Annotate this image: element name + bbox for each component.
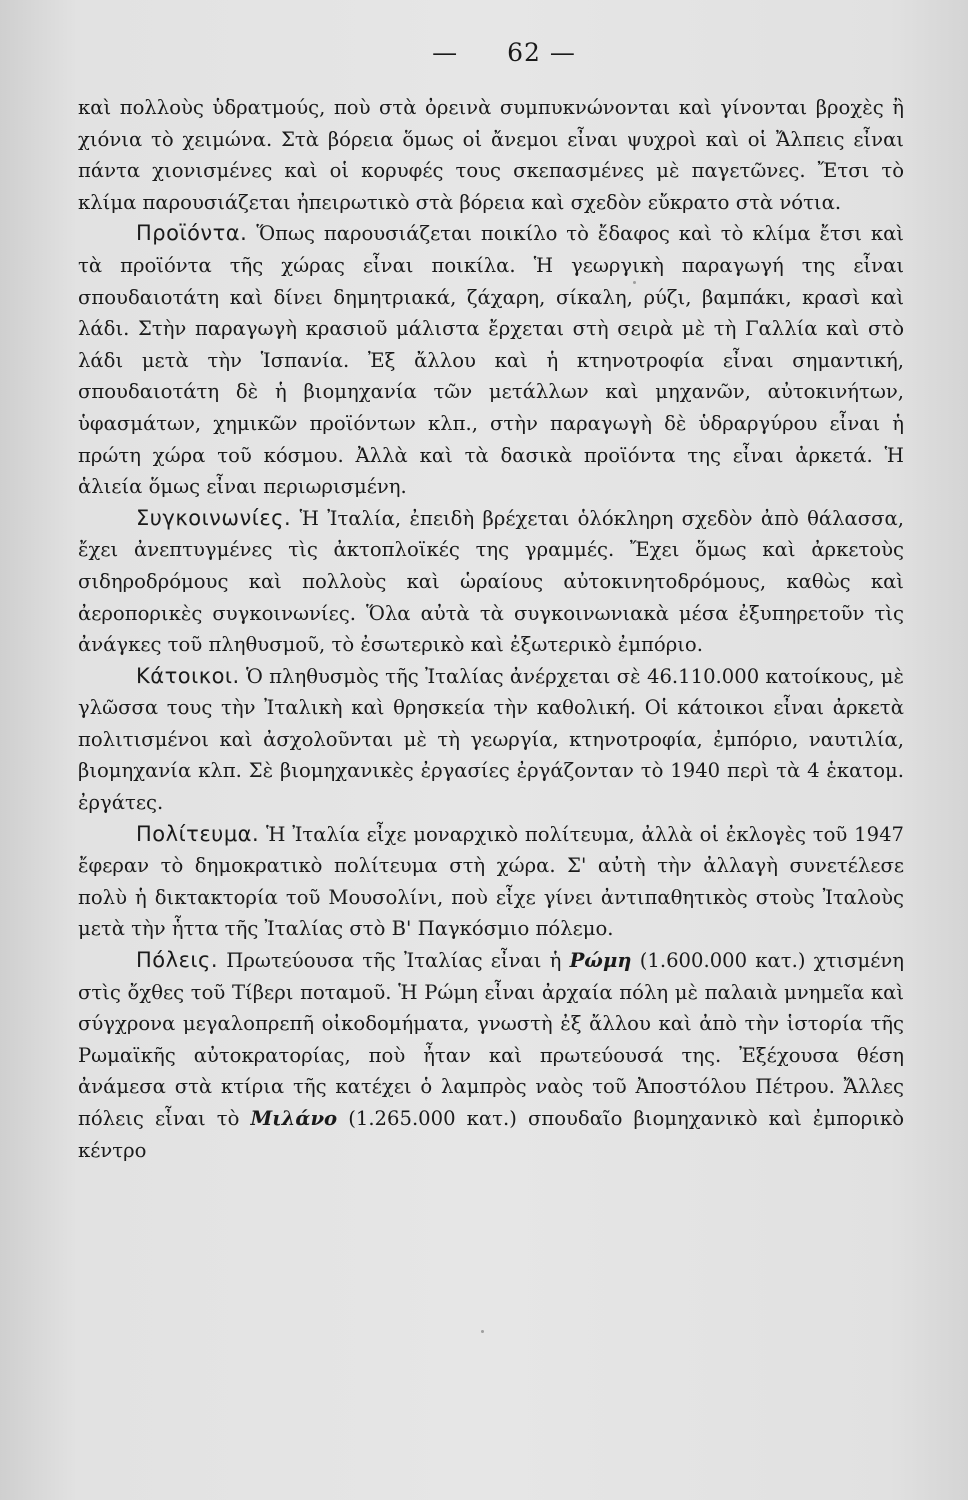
- paragraph-cities-text-3: (1.265.000 κατ.) σπουδαῖο βιομηχανικὸ καὶ ἐμπορικὸ κέντρο: [78, 1107, 905, 1162]
- scan-speck: [481, 1330, 484, 1333]
- paragraph-government-text: Ἡ Ἰταλία εἶχε μοναρχικὸ πολίτευμα, ἀλλὰ οἱ ἐκλογὲς τοῦ 1947 ἔφεραν τὸ δημοκρατικὸ πολίτευμα στὴ χώρα. Σ' αὐτὴ τὴν ἀλλαγὴ συνετέλεσε πολὺ ἡ δικτακτορία τοῦ Μουσολίνι, ποὺ εἶχε γίνει ἀντιπαθητικὸς στοὺς Ἰταλοὺς μετὰ τὴν ἧττα τῆς Ἰταλίας στὸ Β' Παγκόσμιο πόλεμο.: [78, 822, 904, 941]
- page-number: — 62 —: [432, 38, 576, 67]
- heading-communications: Συγκοινωνίες.: [136, 505, 292, 530]
- paragraph-cities-text-2: (1.600.000 κατ.) χτισμένη στὶς ὄχθες τοῦ Τίβερι ποταμοῦ. Ἡ Ρώμη εἶναι ἀρχαία πόλη μὲ παλαιὰ μνημεῖα καὶ σύγχρονα μεγαλοπρεπῆ οἰκοδομήματα, γνωστὴ ἐξ ἄλλου καὶ ἀπὸ τὴν ἱστορία τῆς Ρωμαϊκῆς αὐτοκρατορίας, ποὺ ἦταν καὶ πρωτεύουσά της. Ἐξέχουσα θέση ἀνάμεσα στὰ κτίρια τῆς κατέχει ὁ λαμπρὸς ναὸς τοῦ Ἀποστόλου Πέτρου. Ἄλλες πόλεις εἶναι τὸ: [78, 949, 904, 1130]
- paragraph-products: [78, 218, 904, 502]
- paragraph-climate: [78, 92, 904, 218]
- city-rome: Ρώμη: [569, 949, 632, 973]
- paragraph-government: [78, 819, 904, 945]
- paragraph-communications-text: Ἡ Ἰταλία, ἐπειδὴ βρέχεται ὁλόκληρη σχεδὸν ἀπὸ θάλασσα, ἔχει ἀνεπτυγμένες τὶς ἀκτοπλοϊκές της γραμμές. Ἔχει ὅμως καὶ ἀρκετοὺς σιδηροδρόμους καὶ πολλοὺς καὶ ὡραίους αὐτοκινητοδρόμους, καθὼς καὶ ἀεροπορικὲς συγκοινωνίες. Ὅλα αὐτὰ τὰ συγκοινωνιακὰ μέσα ἐξυπηρετοῦν τὶς ἀνάγκες τοῦ πληθυσμοῦ, τὸ ἐσωτερικὸ καὶ ἐξωτερικὸ ἐμπόριο.: [78, 506, 904, 657]
- paragraph-climate-text: καὶ πολλοὺς ὑδρατμούς, ποὺ στὰ ὀρεινὰ συμπυκνώνονται καὶ γίνονται βροχὲς ἢ χιόνια τὸ χειμώνα. Στὰ βόρεια ὅμως οἱ ἄνεμοι εἶναι ψυχροὶ καὶ οἱ Ἄλπεις εἶναι πάντα χιονισμένες καὶ οἱ κορυφές τους σκεπασμένες μὲ παγετῶνες. Ἔτσι τὸ κλίμα παρουσιάζεται ἠπειρωτικὸ στὰ βόρεια καὶ σχεδὸν εὔκρατο στὰ νότια.: [78, 96, 904, 214]
- heading-government: Πολίτευμα.: [136, 821, 260, 846]
- body-text: [78, 92, 904, 1166]
- scan-speck: [633, 281, 636, 284]
- paragraph-cities-text-1: Πρωτεύουσα τῆς Ἰταλίας εἶναι ἡ: [226, 949, 562, 973]
- paragraph-communications: [78, 503, 904, 661]
- paragraph-inhabitants: [78, 661, 904, 819]
- page-number-value: 62: [507, 38, 541, 67]
- paragraph-products-text: Ὅπως παρουσιάζεται ποικίλο τὸ ἔδαφος καὶ τὸ κλίμα ἔτσι καὶ τὰ προϊόντα τῆς χώρας εἶναι ποικίλα. Ἡ γεωργικὴ παραγωγή της εἶναι σπουδαιοτάτη καὶ δίνει δημητριακά, ζάχαρη, σίκαλη, ρύζι, βαμπάκι, κρασὶ καὶ λάδι. Στὴν παραγωγὴ κρασιοῦ μάλιστα ἔρχεται στὴ σειρὰ μὲ τὴ Γαλλία καὶ στὸ λάδι μετὰ τὴν Ἱσπανία. Ἐξ ἄλλου καὶ ἡ κτηνοτροφία εἶναι σημαντική, σπουδαιοτάτη δὲ ἡ βιομηχανία τῶν μετάλλων καὶ μηχανῶν, αὐτοκινήτων, ὑφασμάτων, χημικῶν προϊόντων κλπ., στὴν παραγωγὴ δὲ ὑδραργύρου εἶναι ἡ πρώτη χώρα τοῦ κόσμου. Ἀλλὰ καὶ τὰ δασικὰ προϊόντα της εἶναι ἀρκετά. Ἡ ἁλιεία ὅμως εἶναι περιωρισμένη.: [78, 222, 904, 499]
- heading-inhabitants: Κάτοικοι.: [136, 663, 240, 688]
- heading-cities: Πόλεις.: [136, 948, 219, 973]
- city-milan: Μιλάνο: [250, 1107, 338, 1130]
- paragraph-cities: [78, 945, 904, 1166]
- heading-products: Προϊόντα.: [136, 221, 248, 246]
- paragraph-inhabitants-text: Ὁ πληθυσμὸς τῆς Ἰταλίας ἀνέρχεται σὲ 46.110.000 κατοίκους, μὲ γλῶσσα τους τὴν Ἰταλικὴ καὶ θρησκεία τὴν καθολική. Οἱ κάτοικοι εἶναι ἀρκετὰ πολιτισμένοι καὶ ἀσχολοῦνται μὲ τὴ γεωργία, κτηνοτροφία, ἐμπόριο, ναυτιλία, βιομηχανία κλπ. Σὲ βιομηχανικὲς ἐργασίες ἐργάζονταν τὸ 1940 περὶ τὰ 4 ἑκατομ. ἐργάτες.: [78, 664, 904, 815]
